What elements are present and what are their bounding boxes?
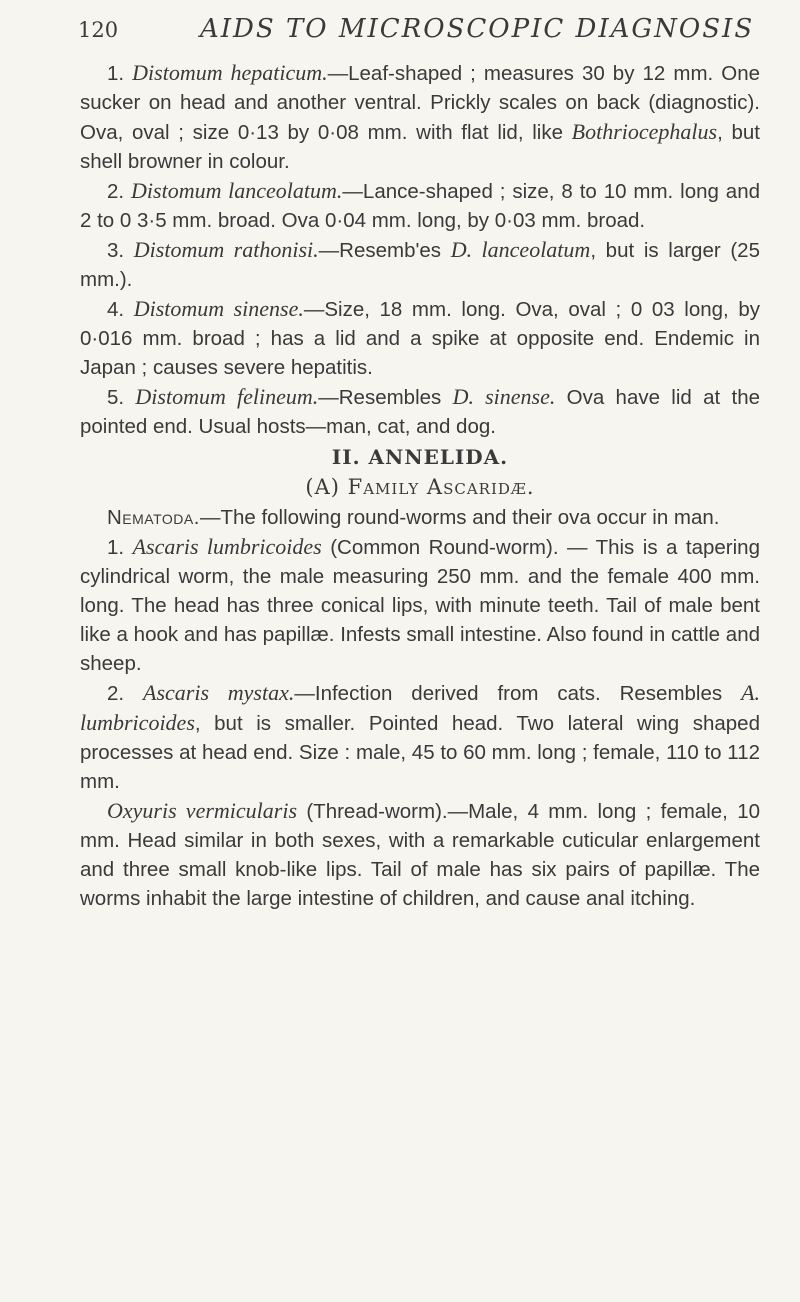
species-name: D. sinense. <box>452 384 556 409</box>
species-name: Distomum lanceolatum. <box>131 178 343 203</box>
species-name: Ascaris mystax. <box>143 680 295 705</box>
species-name: Distomum sinense. <box>133 296 304 321</box>
family-heading: (A) Family Ascaridæ. <box>305 475 535 499</box>
page-number: 120 <box>78 18 119 42</box>
nematoda-intro: Nematoda.—The following round-worms and their ova occur in man. <box>107 506 720 529</box>
species-name: Bothriocephalus <box>571 119 718 144</box>
species-name: A. lumbricoides <box>80 680 761 735</box>
entry-ascaris-lumbricoides: 1. Ascaris lumbricoides (Common Round-worm). — This is a tapering cylindrical worm, the male measuring 250 mm. and the female 400 mm. long. The head has three conical lips, with minute teeth. Tail of male bent like a hook and has papillæ. Infests small intestine. Also found in cattle and sheep. <box>80 534 760 675</box>
entry-distomum-hepaticum: 1. Distomum hepaticum.—Leaf-shaped ; measures 30 by 12 mm. One sucker on head and another ventral. Prickly scales on back (diagnostic). Ova, oval ; size 0·13 by 0·08 mm. with flat lid, like Bothriocephalus, but shell browner in colour. <box>80 60 761 173</box>
species-name: Ascaris lumbricoides <box>132 534 322 559</box>
section-heading: II. ANNELIDA. <box>331 445 509 469</box>
page-header <box>70 10 770 50</box>
entry-distomum-sinense: 4. Distomum sinense.—Size, 18 mm. long. Ova, oval ; 0 03 long, by 0·016 mm. broad ; has a lid and a spike at opposite end. Endemic in Japan ; causes severe hepatitis. <box>80 296 760 379</box>
species-name: Distomum hepaticum. <box>132 60 328 85</box>
species-name: D. lanceolatum <box>450 237 591 262</box>
species-name: Distomum felineum. <box>135 384 319 409</box>
entry-distomum-lanceolatum: 2. Distomum lanceolatum.—Lance-shaped ; size, 8 to 10 mm. long and 2 to 0 3·5 mm. broad. Ova 0·04 mm. long, by 0·03 mm. broad. <box>80 178 760 232</box>
entry-oxyuris-vermicularis: Oxyuris vermicularis (Thread-worm).—Male, 4 mm. long ; female, 10 mm. Head similar in both sexes, with a remarkable cuticular enlargement and three small knob-like lips. Tail of male has six pairs of papillæ. The worms inhabit the large intestine of children, and cause anal itching. <box>80 798 761 910</box>
entry-ascaris-mystax: 2. Ascaris mystax.—Infection derived from cats. Resembles A. lumbricoides, but is smaller. Pointed head. Two lateral wing shaped processes at head end. Size : male, 45 to 60 mm. long ; female, 110 to 112 mm. <box>80 680 761 793</box>
running-title: AIDS TO MICROSCOPIC DIAGNOSIS <box>200 14 755 44</box>
entry-distomum-rathonisi: 3. Distomum rathonisi.—Resemb'es D. lanceolatum, but is larger (25 mm.). <box>80 237 760 291</box>
species-name: Distomum rathonisi. <box>133 237 319 262</box>
nematoda-label: Nematoda. <box>107 506 200 529</box>
page-body <box>80 58 760 913</box>
species-name: Oxyuris vermicularis <box>107 798 298 823</box>
entry-distomum-felineum: 5. Distomum felineum.—Resembles D. sinense. Ova have lid at the pointed end. Usual hosts—man, cat, and dog. <box>80 384 760 438</box>
